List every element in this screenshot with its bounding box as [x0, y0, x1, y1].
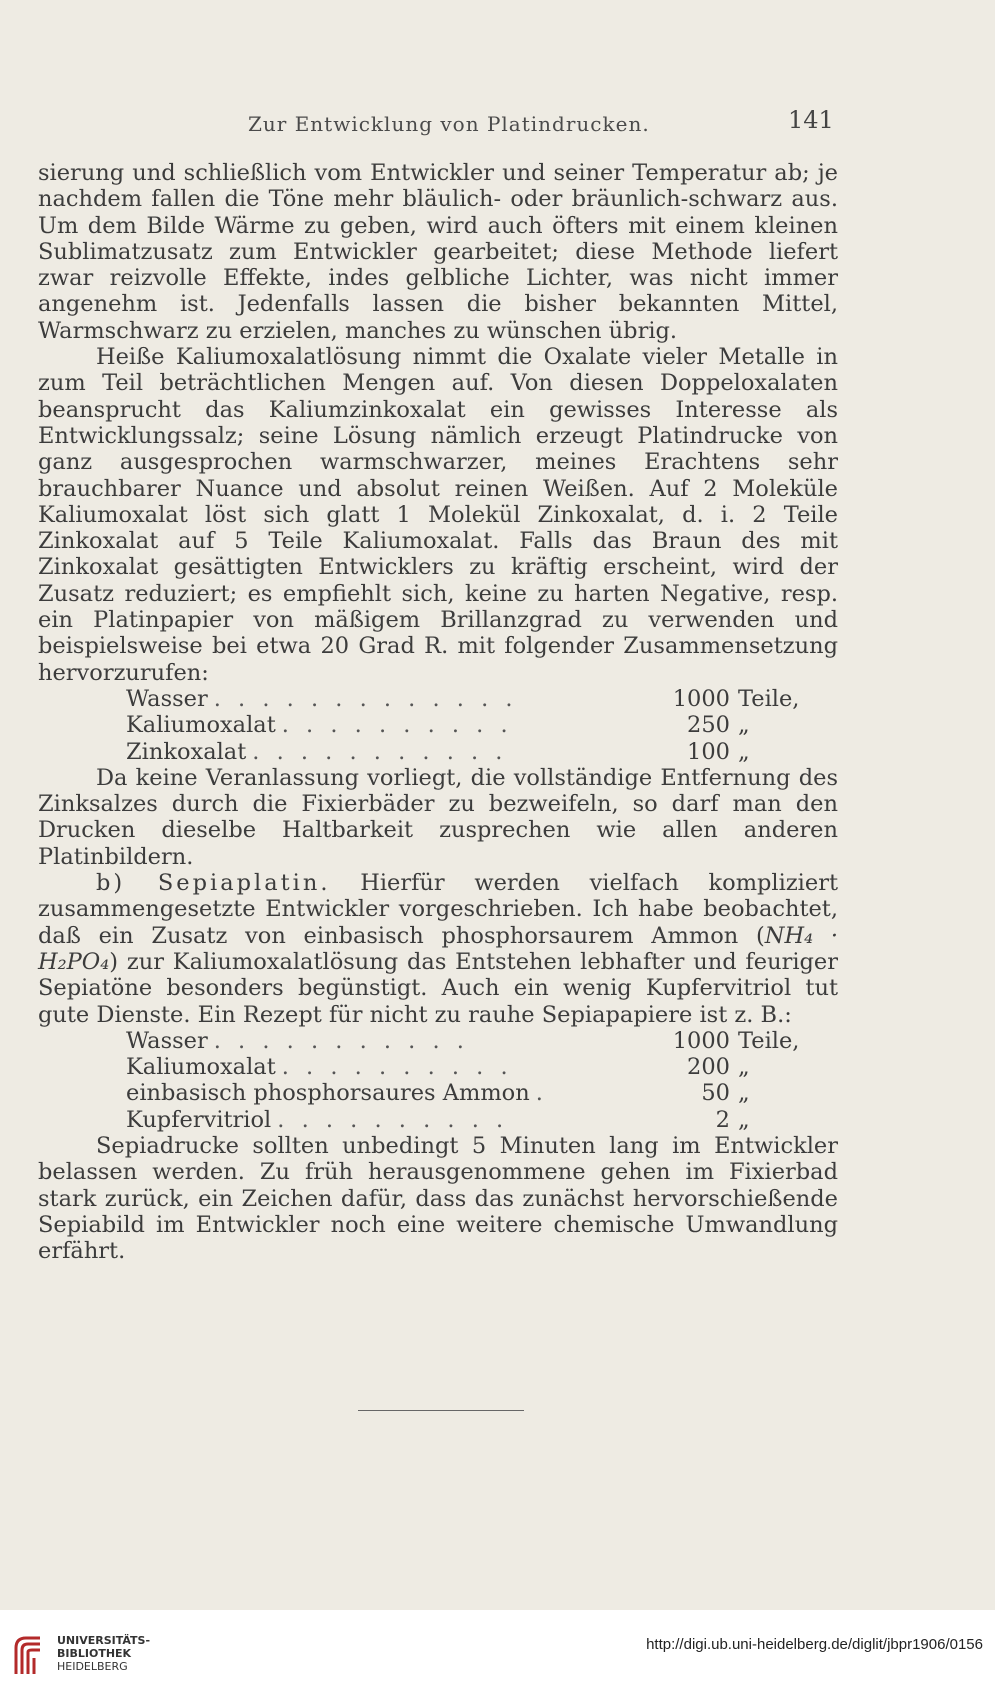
chemical-formula: NH₄ · H₂PO₄ [38, 922, 838, 975]
recipe-row [38, 1080, 838, 1106]
ingredient-unit: Teile, [738, 1027, 800, 1054]
recipe-sepia-developer [38, 1028, 838, 1133]
running-title: Zur Entwicklung von Platindrucken. [248, 112, 650, 136]
ingredient-name: Kaliumoxalat [126, 712, 276, 739]
library-name-line: BIBLIOTHEK [57, 1647, 132, 1660]
recipe-row [38, 739, 838, 765]
library-name-line: UNIVERSITÄTS- [57, 1634, 151, 1647]
ingredient-name: Kupfervitriol [126, 1106, 272, 1133]
page-number: 141 [788, 106, 834, 134]
recipe-row [38, 1028, 838, 1054]
ingredient-unit: „ [738, 712, 750, 739]
recipe-row [38, 1054, 838, 1080]
ingredient-unit: Teile, [738, 685, 800, 712]
ingredient-unit: „ [738, 1106, 750, 1133]
ingredient-name: Zinkoxalat [126, 738, 247, 765]
recipe-row [38, 686, 838, 712]
leader-dots: . [535, 1080, 548, 1107]
library-logo-icon [10, 1630, 50, 1680]
section-label: b) Sepiaplatin. [96, 870, 331, 897]
recipe-row [38, 712, 838, 738]
leader-dots: . . . . . . . . . . . [213, 1027, 469, 1054]
leader-dots: . . . . . . . . . . [281, 1054, 513, 1081]
paragraph-2: Heiße Kaliumoxalatlösung nimmt die Oxalate vieler Metalle in zum Teil beträchtlichen Mengen auf. Von diesen Doppeloxalaten beansprucht das Kaliumzinkoxalat ein gewisses Interesse als Entwicklungssalz; seine Lösung nämlich erzeugt Platindrucke von ganz ausgesprochen warmschwarzer, meines Erachtens sehr brauchbarer Nuance und absolut reinen Weißen. Auf 2 Moleküle Kaliumoxalat löst sich glatt 1 Molekül Zinkoxalat, d. i. 2 Teile Zinkoxalat auf 5 Teile Kaliumoxalat. Falls das Braun des mit Zinkoxalat gesättigten Entwicklers zu kräftig erscheint, wird der Zusatz reduziert; es empfiehlt sich, keine zu harten Negative, resp. ein Platinpapier von mäßigem Brillanzgrad zu verwenden und beispielsweise bei etwa 20 Grad R. mit folgender Zusammensetzung hervorzurufen: [38, 344, 838, 686]
ingredient-name: Wasser [126, 685, 208, 712]
paragraph-4-text-b: ) zur Kaliumoxalatlösung das Entstehen lebhafter und feuriger Sepiatöne besonders begünstigt. Auch ein wenig Kupfervitriol tut gute Dienste. Ein Rezept für nicht zu rauhe Sepiapapiere ist z. B.: [38, 948, 838, 1028]
source-url-link[interactable]: http://digi.ub.uni-heidelberg.de/diglit/jbpr1906/0156 [646, 1636, 983, 1653]
ingredient-amount: 250 [687, 712, 730, 739]
body-text [38, 160, 838, 1264]
ingredient-name: einbasisch phosphorsaures Ammon [126, 1080, 530, 1107]
leader-dots: . . . . . . . . . . . [252, 738, 508, 765]
ingredient-amount: 1000 [672, 685, 730, 712]
leader-dots: . . . . . . . . . . [281, 712, 513, 739]
ingredient-unit: „ [738, 1080, 750, 1107]
paragraph-1: sierung und schließlich vom Entwickler und seiner Temperatur ab; je nachdem fallen die Töne mehr bläulich- oder bräunlich-schwarz aus. Um dem Bilde Wärme zu geben, wird auch öfters mit einem kleinen Sublimatzusatz zum Entwickler gearbeitet; diese Methode liefert zwar reizvolle Effekte, indes gelbliche Lichter, was nicht immer angenehm ist. Jedenfalls lassen die bisher bekannten Mittel, Warmschwarz zu erzielen, manches zu wünschen übrig. [38, 160, 838, 344]
end-rule [358, 1410, 524, 1411]
ingredient-amount: 1000 [672, 1027, 730, 1054]
leader-dots: . . . . . . . . . . [277, 1106, 509, 1133]
paragraph-3: Da keine Veranlassung vorliegt, die vollständige Entfernung des Zinksalzes durch die Fixierbäder zu bezweifeln, so darf man den Drucken dieselbe Haltbarkeit zusprechen wie allen anderen Platinbildern. [38, 764, 838, 870]
leader-dots: . . . . . . . . . . . . . [213, 685, 518, 712]
paragraph-4 [38, 870, 838, 1028]
ingredient-amount: 2 [715, 1106, 730, 1133]
paragraph-5: Sepiadrucke sollten unbedingt 5 Minuten lang im Entwickler belassen werden. Zu früh herausgenommene gehen im Fixierbad stark zurück, ein Zeichen dafür, dass das zunächst hervorschießende Sepiabild im Entwickler noch eine weitere chemische Umwandlung erfährt. [38, 1132, 838, 1265]
recipe-row [38, 1107, 838, 1133]
footer-bar [0, 1610, 995, 1690]
ingredient-unit: „ [738, 1054, 750, 1081]
ingredient-amount: 200 [687, 1054, 730, 1081]
library-name-line: HEIDELBERG [57, 1660, 128, 1673]
ingredient-unit: „ [738, 738, 750, 765]
library-name [57, 1634, 150, 1673]
ingredient-amount: 100 [687, 738, 730, 765]
ingredient-name: Kaliumoxalat [126, 1054, 276, 1081]
recipe-zinc-developer [38, 686, 838, 765]
ingredient-amount: 50 [701, 1080, 730, 1107]
paragraph-4-text-a: Hierfür werden vielfach kompliziert zusammengesetzte Entwickler vorgeschrieben. Ich habe beobachtet, daß ein Zusatz von einbasisch phosphorsaurem Ammon ( [38, 870, 838, 949]
ingredient-name: Wasser [126, 1027, 208, 1054]
